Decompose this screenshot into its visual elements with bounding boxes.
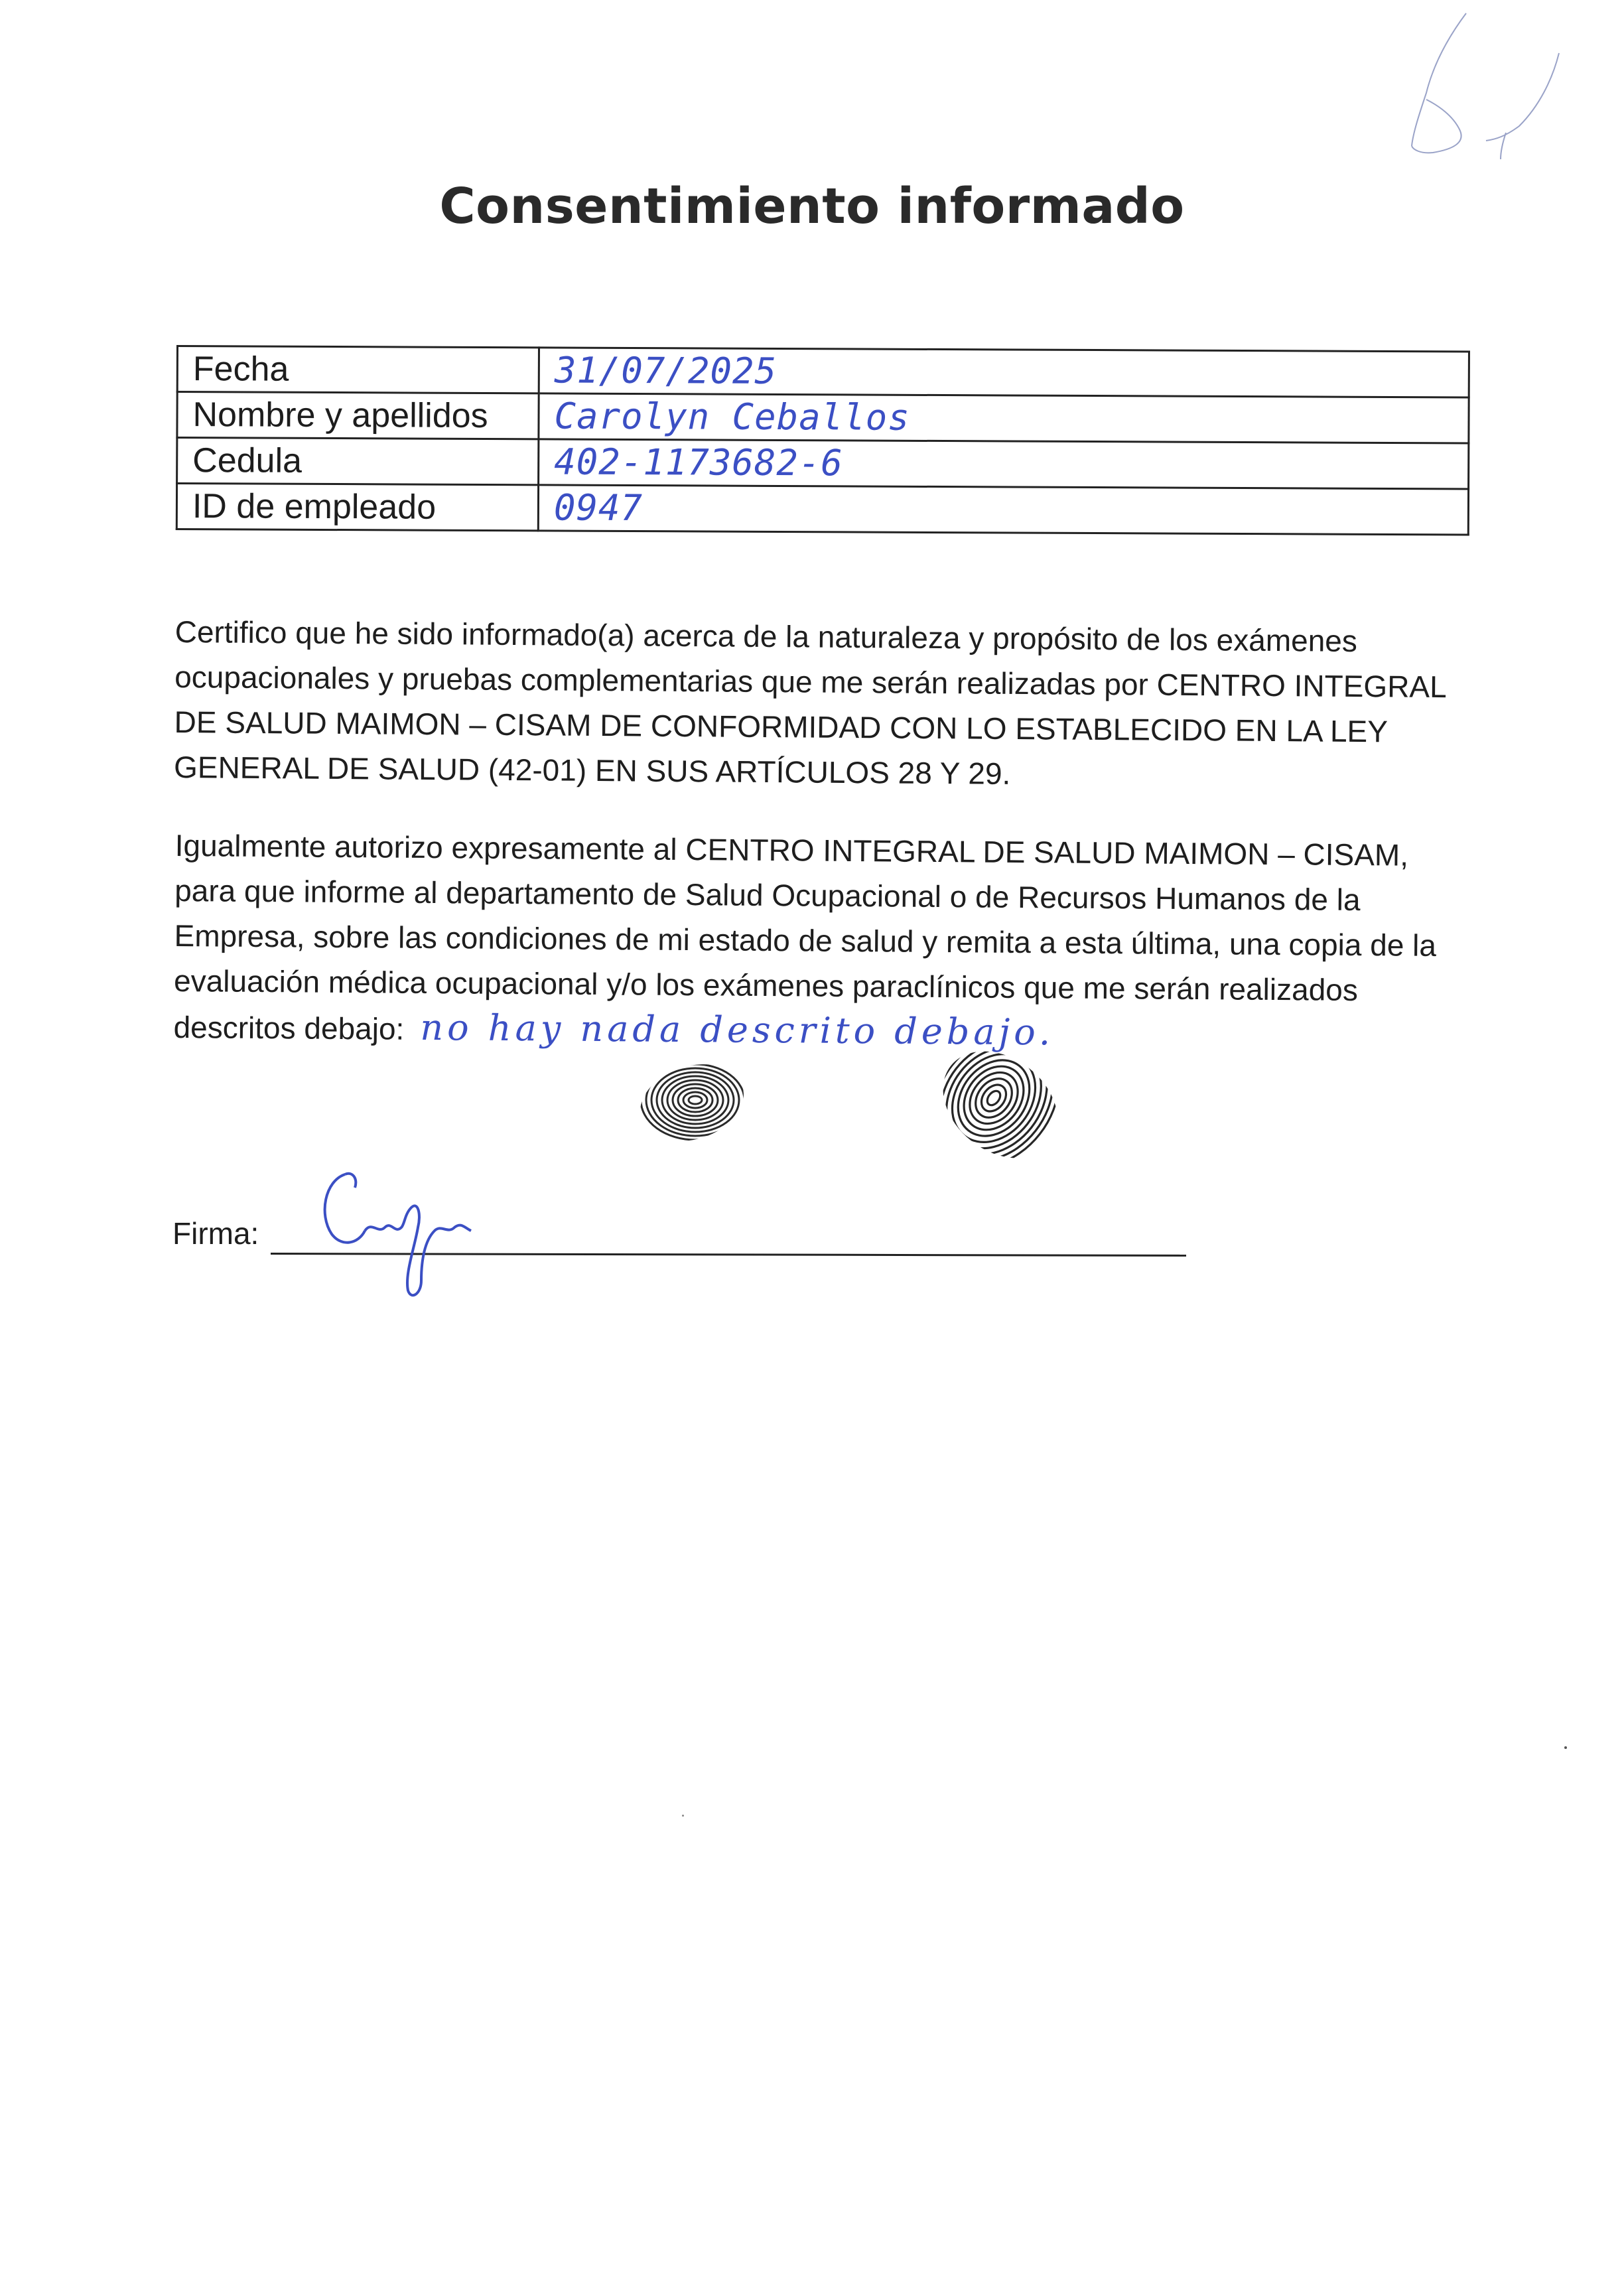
fingerprint-left-icon xyxy=(636,1060,748,1143)
cedula-label: Cedula xyxy=(177,438,539,485)
signature-label: Firma: xyxy=(172,1216,259,1251)
fingerprint-right-icon xyxy=(927,1035,1080,1178)
table-row xyxy=(176,484,1468,535)
nombre-value: Carolyn Ceballos xyxy=(539,393,1469,443)
fecha-value: 31/07/2025 xyxy=(539,348,1469,397)
signature-scribble xyxy=(305,1161,478,1304)
employee-id-value: 0947 xyxy=(538,485,1468,535)
corner-pencil-mark xyxy=(1353,0,1619,186)
handwritten-note: no hay nada descrito debajo. xyxy=(420,1006,1055,1054)
table-row xyxy=(177,392,1469,443)
personal-info-table xyxy=(176,345,1470,536)
fecha-label: Fecha xyxy=(177,346,539,393)
nombre-label: Nombre y apellidos xyxy=(177,392,539,439)
table-row xyxy=(177,438,1469,489)
cedula-value: 402-1173682-6 xyxy=(539,439,1469,489)
certification-paragraph: Certifico que he sido informado(a) acerca de la naturaleza y propósito de los exámenes ocupacionales y pruebas complementarias que me serán realizadas por CENTRO INTEGRAL DE SALUD MAIMON – CISAM DE CONFORMIDAD CON LO ESTABLECIDO EN LA LEY GENERAL DE SALUD (42-01) EN SUS ARTÍCULOS 28 Y 29. xyxy=(173,614,1446,791)
table-row xyxy=(177,346,1469,397)
scan-speck xyxy=(1564,1746,1567,1749)
scan-speck xyxy=(682,1815,684,1817)
document-title: Consentimiento informado xyxy=(439,178,1185,235)
authorization-text: Igualmente autorizo expresamente al CENTRO INTEGRAL DE SALUD MAIMON – CISAM, para que informe al departamento de Salud Ocupacional o de Recursos Humanos de la Empresa, sobre las condiciones de mi estado de salud y remita a esta última, una copia de la evaluación médica ocupacional y/o los exámenes paraclínicos que me serán realizados descritos debajo: xyxy=(173,827,1437,1046)
employee-id-label: ID de empleado xyxy=(176,484,538,531)
authorization-paragraph xyxy=(173,823,1475,1060)
